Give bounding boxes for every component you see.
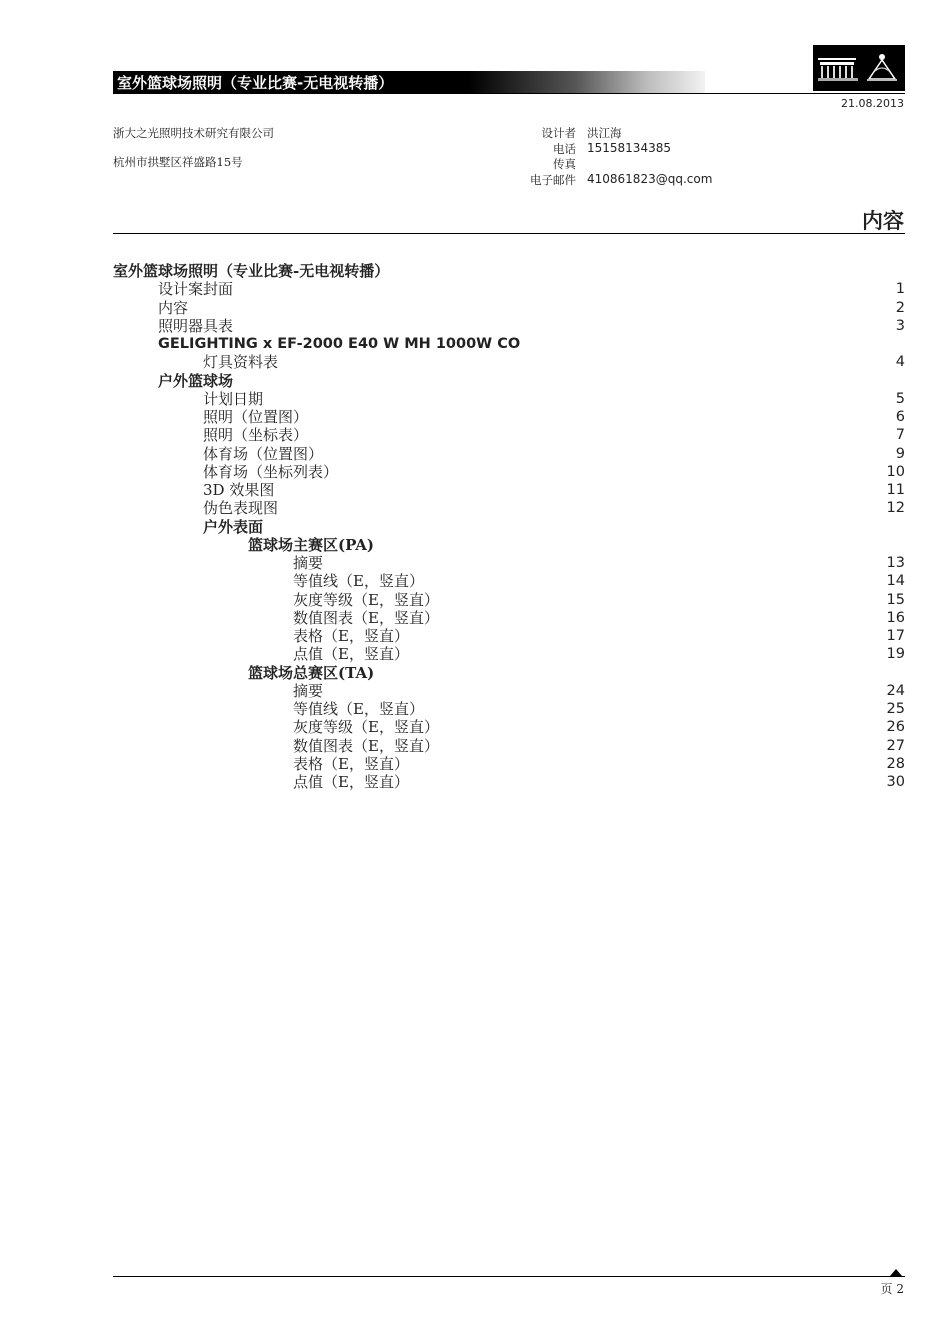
toc-entry-label: 照明器具表 (158, 316, 234, 335)
toc-entry-page: 13 (886, 555, 905, 571)
toc-entry-label: 照明（位置图） (203, 408, 309, 426)
building-icon (818, 53, 860, 83)
report-title-bar (113, 71, 705, 93)
toc-entry-page: 10 (886, 463, 905, 480)
toc-entry-label: 数值图表（E，竖直） (293, 736, 439, 755)
toc-entry-page: 1 (895, 281, 905, 298)
toc-entry[interactable] (113, 299, 905, 317)
toc-entry-page: 24 (886, 682, 905, 699)
toc-entry-label: 等值线（E，竖直） (293, 700, 424, 718)
lamp-icon (863, 51, 901, 85)
toc-entry-label: 设计案封面 (158, 280, 234, 299)
company-address: 杭州市拱墅区祥盛路15号 (113, 155, 243, 169)
toc-entry-label: 室外篮球场照明（专业比赛-无电视转播） (113, 262, 390, 280)
toc-entry-label: 数值图表（E，竖直） (293, 608, 439, 627)
toc-entry-page: 7 (895, 427, 905, 444)
toc-entry[interactable] (113, 737, 905, 755)
toc-entry-page: 6 (895, 409, 905, 425)
toc-entry-label: 等值线（E，竖直） (293, 572, 424, 591)
toc-entry[interactable] (113, 664, 905, 682)
toc-entry-label: 户外表面 (203, 517, 264, 536)
report-date: 21.08.2013 (841, 97, 904, 110)
toc-entry[interactable] (113, 463, 905, 481)
page-up-arrow-icon[interactable] (890, 1269, 902, 1276)
toc-entry[interactable] (113, 755, 905, 773)
contact-value: 410861823@qq.com (587, 171, 713, 186)
toc-entry-page: 26 (886, 719, 905, 736)
toc-entry-label: 计划日期 (203, 389, 264, 408)
toc-entry-label: 灰度等级（E，竖直） (293, 590, 439, 609)
page-number: 页 2 (880, 1282, 904, 1296)
toc-entry-page: 4 (895, 354, 905, 371)
toc-entry[interactable] (113, 353, 905, 371)
toc-entry-label: 灯具资料表 (203, 353, 279, 372)
toc-entry-page: 14 (886, 573, 905, 590)
toc-entry-page: 15 (886, 591, 905, 608)
company-name: 浙大之光照明技术研究有限公司 (113, 126, 274, 140)
toc-entry-page: 5 (895, 390, 905, 407)
toc-entry-page: 3 (895, 317, 905, 334)
toc-entry-label: 体育场（位置图） (203, 444, 324, 463)
toc-entry[interactable] (113, 718, 905, 736)
toc-entry[interactable] (113, 536, 905, 554)
toc-entry-page: 16 (886, 609, 905, 626)
contact-label: 电话 (553, 141, 576, 156)
toc-entry-label: 点值（E，竖直） (293, 645, 409, 664)
toc-entry[interactable] (113, 645, 905, 663)
contact-label: 电子邮件 (530, 172, 576, 187)
toc-entry[interactable] (113, 445, 905, 463)
toc-divider (113, 233, 905, 234)
toc-entry-page: 2 (895, 299, 905, 316)
toc-entry[interactable] (113, 372, 905, 390)
toc-entry[interactable] (113, 554, 905, 572)
toc-entry-label: 篮球场总赛区(TA) (248, 663, 375, 682)
footer-divider (113, 1276, 905, 1277)
toc-entry-label: 表格（E，竖直） (293, 627, 409, 645)
toc-entry[interactable] (113, 572, 905, 590)
contact-label: 设计者 (541, 126, 576, 140)
toc-entry[interactable] (113, 481, 905, 499)
toc-entry-page: 9 (895, 445, 905, 462)
toc-entry[interactable] (113, 518, 905, 536)
toc-entry-label: 摘要 (293, 554, 324, 572)
toc-entry-label: 摘要 (293, 681, 324, 700)
toc-entry[interactable] (113, 317, 905, 335)
company-logo (813, 45, 905, 91)
contact-value: 洪江海 (587, 126, 622, 140)
toc-entry-label: 伪色表现图 (203, 499, 279, 518)
toc-entry[interactable] (113, 773, 905, 791)
header-divider (113, 93, 905, 94)
toc-entry-label: GELIGHTING x EF-2000 E40 W MH 1000W CO (158, 336, 521, 352)
toc-entry-label: 灰度等级（E，竖直） (293, 718, 439, 737)
toc-entry[interactable] (113, 609, 905, 627)
toc-entry-label: 表格（E，竖直） (293, 754, 409, 773)
toc-entry-page: 19 (886, 646, 905, 663)
toc-entry-page: 30 (886, 774, 905, 790)
toc-entry[interactable] (113, 627, 905, 645)
table-of-contents (113, 262, 905, 791)
toc-entry[interactable] (113, 390, 905, 408)
toc-entry[interactable] (113, 262, 905, 280)
toc-entry-label: 点值（E，竖直） (293, 773, 409, 791)
toc-entry[interactable] (113, 426, 905, 444)
contact-value: 15158134385 (587, 140, 671, 155)
toc-entry-page: 25 (886, 701, 905, 717)
toc-entry-label: 内容 (158, 298, 189, 317)
toc-entry[interactable] (113, 700, 905, 718)
report-title: 室外篮球场照明（专业比赛-无电视转播） (117, 74, 394, 92)
toc-entry-label: 户外篮球场 (158, 371, 234, 390)
toc-entry-label: 3D 效果图 (203, 481, 275, 499)
toc-heading: 内容 (862, 208, 904, 233)
toc-entry[interactable] (113, 335, 905, 353)
contact-label: 传真 (553, 157, 576, 171)
toc-entry-page: 12 (886, 500, 905, 517)
toc-entry[interactable] (113, 408, 905, 426)
toc-entry-page: 28 (886, 755, 905, 772)
toc-entry-page: 27 (886, 737, 905, 754)
toc-entry-label: 篮球场主赛区(PA) (248, 535, 375, 554)
toc-entry[interactable] (113, 682, 905, 700)
toc-entry[interactable] (113, 280, 905, 298)
toc-entry-label: 照明（坐标表） (203, 426, 309, 445)
toc-entry-label: 体育场（坐标列表） (203, 462, 339, 481)
toc-entry-page: 17 (886, 628, 905, 644)
toc-entry[interactable] (113, 591, 905, 609)
toc-entry-page: 11 (886, 482, 905, 498)
toc-entry[interactable] (113, 499, 905, 517)
